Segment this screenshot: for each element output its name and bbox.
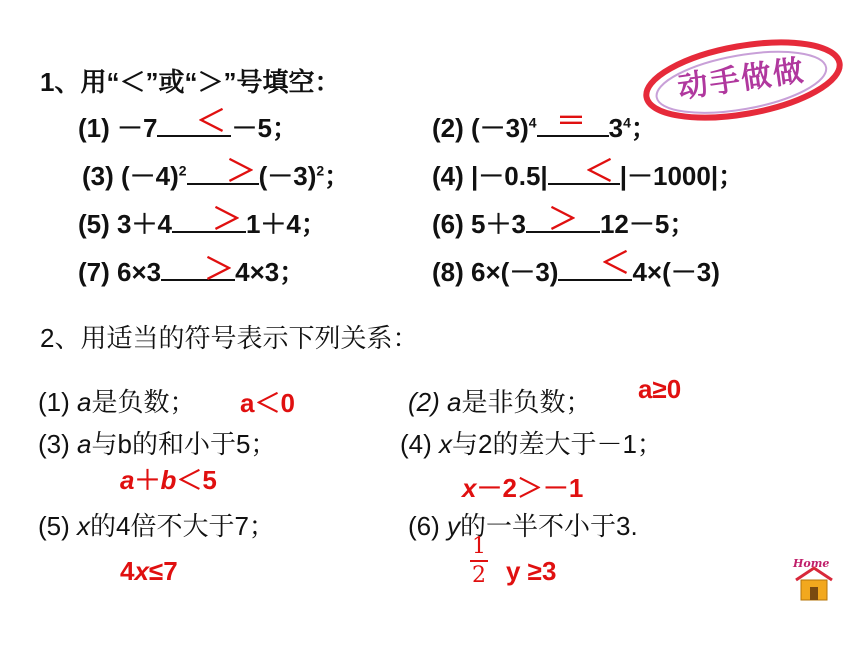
q1-5-answer: ＞ (212, 203, 242, 236)
q2-4-var: x (439, 429, 453, 459)
q1-8-left: 6×(－3) (471, 257, 559, 287)
q1-6-right: 12－5； (599, 209, 696, 239)
q2-3-label: (3) (38, 429, 70, 459)
q2-4-answer (462, 468, 583, 505)
q1-7-right: 4×3； (235, 257, 306, 287)
q1-8-answer: ＜ (600, 247, 630, 280)
q1-3 (82, 156, 350, 193)
q2-1-label: (1) (38, 387, 70, 417)
q1-2-answer: ＝ (556, 105, 586, 138)
q2-6-frac-num: 1 (472, 534, 486, 559)
q1-5-label: (5) (78, 209, 110, 239)
q2-3-answer-b: b (160, 465, 177, 495)
q1-1-label: (1) (78, 113, 110, 143)
q1-7-left: 6×3 (117, 257, 162, 287)
q1-2-right: 3 (608, 113, 624, 143)
q2-2-var: a (447, 387, 462, 417)
q2-1-text: 是负数； (91, 387, 196, 417)
q1-4-right: |－1000|； (619, 161, 745, 191)
q2-6-fraction (468, 534, 490, 588)
q2-6-label: (6) (408, 511, 440, 541)
q2-2-answer: a≥0 (638, 374, 682, 404)
q1-8 (432, 252, 720, 289)
q1-3-right-exp: 2 (316, 162, 325, 179)
q2-3-answer-a: a (120, 465, 135, 495)
q2-2 (408, 382, 592, 419)
section1-title: 1、用“＜”或“＞”号填空： (40, 67, 341, 97)
q1-7 (78, 252, 305, 289)
q1-3-answer: ＞ (226, 155, 256, 188)
q1-3-left-exp: 2 (178, 162, 187, 179)
q2-5-label: (5) (38, 511, 70, 541)
q1-4-label: (4) (432, 161, 464, 191)
home-label: Home (793, 557, 830, 570)
q1-2-right-exp: 4 (623, 114, 631, 131)
q1-2-tail: ； (630, 113, 657, 143)
home-button[interactable] (790, 556, 838, 602)
q2-6 (408, 506, 638, 543)
q1-8-right: 4×(－3) (632, 257, 720, 287)
hands-on-stamp (635, 36, 855, 124)
q2-3-var: a (77, 429, 92, 459)
q1-2-label: (2) (432, 113, 464, 143)
q1-3-right: (－3) (258, 161, 317, 191)
q1-1 (78, 108, 298, 145)
q1-4-answer: ＜ (584, 155, 614, 188)
q1-2-left: (－3) (471, 113, 529, 143)
q2-4-text: 与2的差大于－1； (452, 429, 663, 459)
q2-6-frac-den: 2 (472, 563, 486, 588)
q2-5-answer (120, 556, 178, 587)
q2-3-answer-rest: ＜5 (176, 465, 217, 495)
q1-3-left: (－4) (121, 161, 179, 191)
q1-5-right: 1＋4； (245, 209, 327, 239)
q1-5-left: 3＋4 (117, 209, 172, 239)
stamp-text: 动手做做 (675, 53, 808, 106)
q2-5-answer-rest: ≤7 (148, 556, 178, 586)
q2-5-answer-x: x (134, 556, 149, 586)
q2-1 (38, 382, 196, 419)
q2-1-answer: a＜0 (240, 388, 295, 418)
q2-2-label: (2) (408, 387, 440, 417)
q1-6-label: (6) (432, 209, 464, 239)
q1-3-label: (3) (82, 161, 114, 191)
q2-6-text: 的一半不小于3. (460, 511, 638, 541)
q1-6-answer: ＞ (548, 203, 578, 236)
section2-title: 2、用适当的符号表示下列关系： (40, 323, 419, 353)
q2-3-text: 与b的和小于5； (91, 429, 277, 459)
q1-5 (78, 204, 327, 241)
q2-2-text: 是非负数； (461, 387, 592, 417)
q2-5-var: x (77, 511, 91, 541)
q2-4-answer-x: x (462, 473, 477, 503)
q2-4-label: (4) (400, 429, 432, 459)
q2-5-text: 的4倍不大于7； (90, 511, 275, 541)
q1-1-answer: ＜ (196, 105, 226, 138)
q2-6-var: y (447, 511, 461, 541)
q1-3-tail: ； (324, 161, 351, 191)
q2-6-frac-bar (470, 560, 488, 562)
q2-5-answer-pre: 4 (120, 556, 135, 586)
q1-4-left: |－0.5| (471, 161, 548, 191)
q2-5 (38, 506, 275, 543)
q1-8-label: (8) (432, 257, 464, 287)
q2-3 (38, 424, 276, 461)
q1-6-left: 5＋3 (471, 209, 526, 239)
q2-4-answer-rest: －2＞－1 (476, 473, 584, 503)
q1-7-answer: ＞ (204, 253, 234, 286)
q2-6-answer: y ≥3 (506, 556, 557, 586)
q2-4 (400, 424, 663, 461)
q2-3-answer (120, 460, 217, 497)
q1-1-left: －7 (117, 113, 158, 143)
q1-2 (432, 108, 657, 145)
q2-1-var: a (77, 387, 92, 417)
q1-7-label: (7) (78, 257, 110, 287)
q1-2-left-exp: 4 (528, 114, 537, 131)
q2-3-answer-op: ＋ (134, 465, 161, 495)
q1-1-right: －5； (231, 113, 298, 143)
